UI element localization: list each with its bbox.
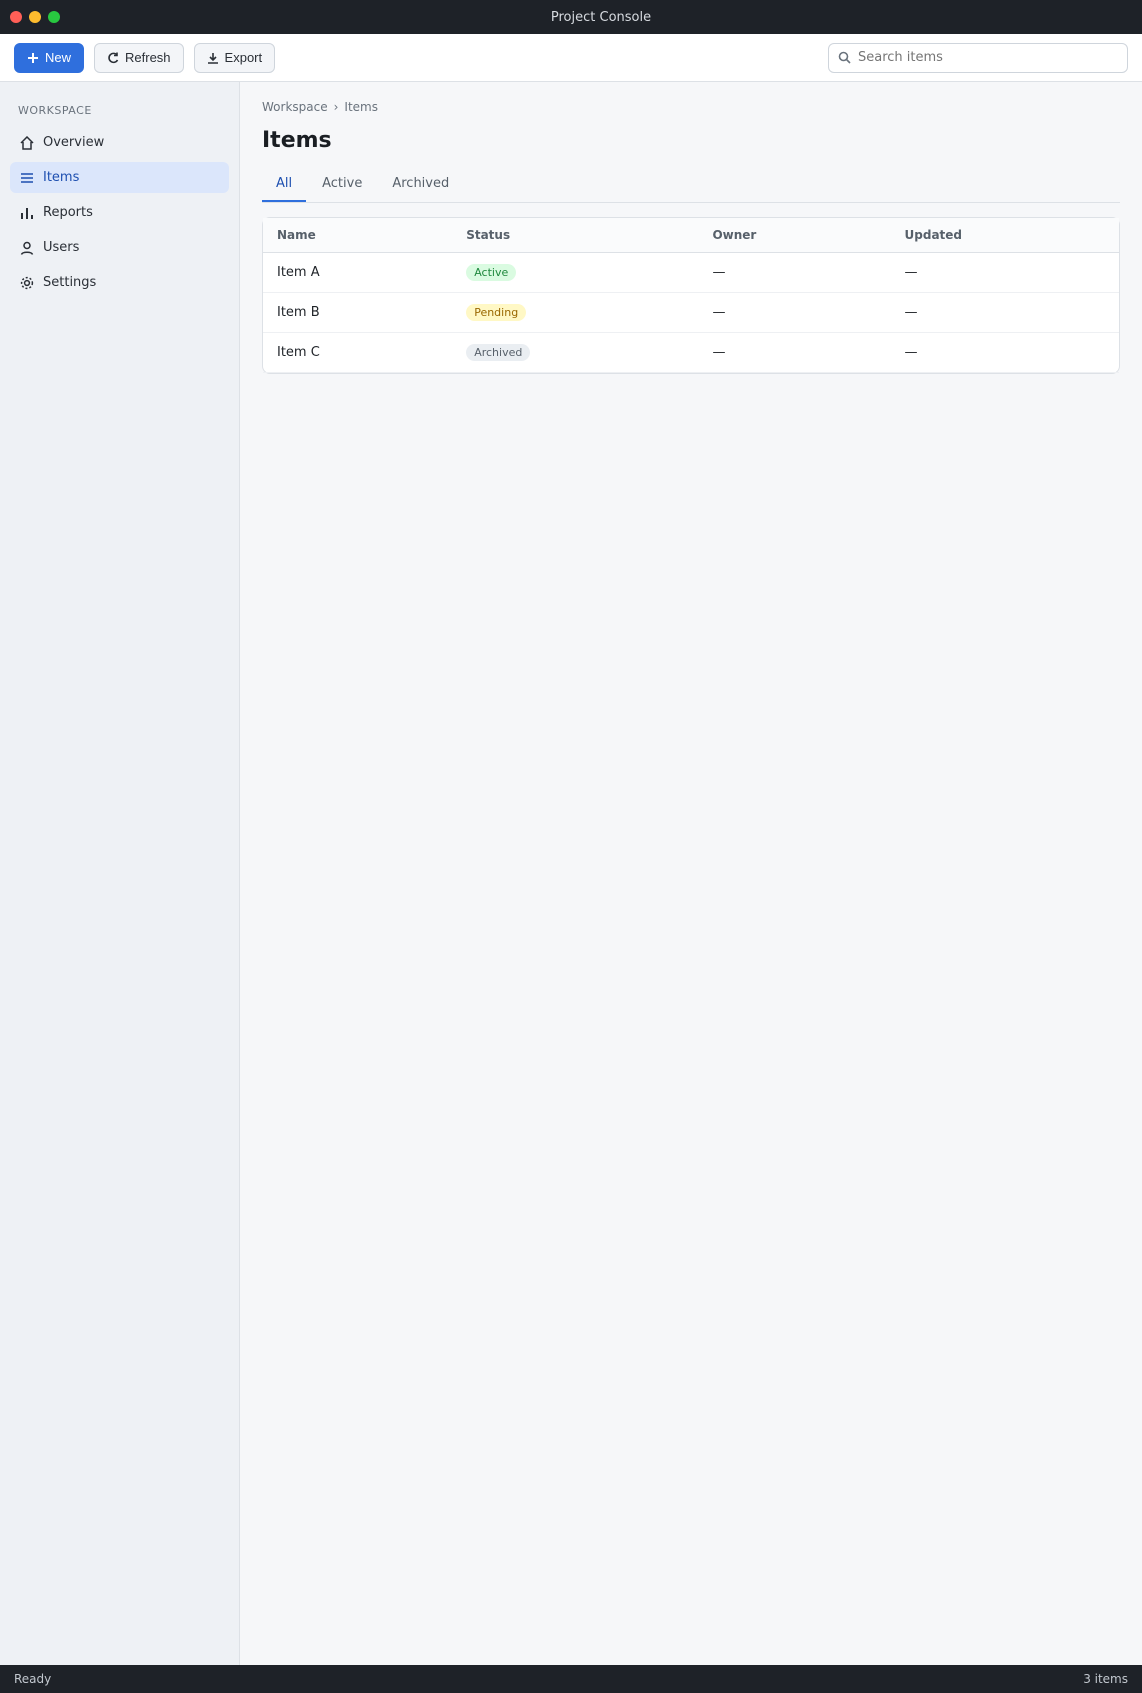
cell-owner: — (698, 253, 890, 293)
status-badge: Active (466, 264, 516, 281)
user-icon (20, 241, 34, 255)
breadcrumb-item: Items (344, 100, 378, 114)
column-header[interactable]: Status (452, 218, 698, 253)
title-bar (0, 0, 1142, 34)
new-button[interactable] (14, 43, 84, 73)
breadcrumb (262, 100, 1120, 114)
breadcrumb-item[interactable]: Workspace (262, 100, 328, 114)
sidebar-heading: WORKSPACE (18, 104, 92, 117)
refresh-button-label: Refresh (125, 50, 171, 65)
items-table-card (262, 217, 1120, 374)
cell-updated: — (891, 333, 1119, 373)
table-header-row (263, 218, 1119, 253)
sidebar-item-label: Items (43, 170, 80, 185)
sidebar-item-overview[interactable] (10, 127, 229, 158)
refresh-button[interactable] (94, 43, 184, 73)
new-button-label: New (45, 50, 72, 65)
tab-active[interactable]: Active (322, 176, 363, 191)
sidebar-item-label: Overview (43, 135, 105, 150)
sidebar (0, 82, 240, 1665)
window-controls (10, 11, 60, 23)
cell-name: Item B (263, 293, 452, 333)
items-table (263, 218, 1119, 373)
cell-updated: — (891, 293, 1119, 333)
export-button[interactable] (194, 43, 276, 73)
chart-icon (20, 206, 34, 220)
sidebar-item-settings[interactable] (10, 267, 229, 298)
table-row[interactable] (263, 333, 1119, 373)
status-bar (0, 1665, 1142, 1693)
sidebar-item-label: Users (43, 240, 80, 255)
search-icon (838, 51, 851, 64)
home-icon (20, 136, 34, 150)
column-header[interactable]: Updated (891, 218, 1119, 253)
cell-owner: — (698, 293, 890, 333)
cell-updated: — (891, 253, 1119, 293)
body (0, 82, 1142, 1665)
plus-icon (27, 52, 39, 64)
status-badge: Pending (466, 304, 526, 321)
toolbar (0, 34, 1142, 82)
window-title: Project Console (550, 9, 652, 25)
search-box[interactable] (828, 43, 1128, 73)
tab-all[interactable]: All (262, 167, 306, 202)
sidebar-item-items[interactable] (10, 162, 229, 193)
tab-bar (262, 167, 1120, 203)
close-window-button[interactable] (10, 11, 22, 23)
column-header[interactable]: Name (263, 218, 452, 253)
maximize-window-button[interactable] (48, 11, 60, 23)
sidebar-item-label: Settings (43, 275, 97, 290)
page-title: Items (262, 128, 332, 153)
status-text: Ready (14, 1672, 52, 1686)
tab-archived[interactable]: Archived (392, 176, 450, 191)
sidebar-item-reports[interactable] (10, 197, 229, 228)
refresh-icon (107, 52, 119, 64)
table-row[interactable] (263, 293, 1119, 333)
breadcrumb-separator: › (333, 100, 339, 114)
column-header[interactable]: Owner (698, 218, 890, 253)
item-count: 3 items (1083, 1672, 1128, 1686)
sidebar-item-label: Reports (43, 205, 93, 220)
sidebar-item-users[interactable] (10, 232, 229, 263)
status-badge: Archived (466, 344, 530, 361)
export-button-label: Export (224, 50, 263, 65)
main-content (240, 82, 1142, 1665)
table-row[interactable] (263, 253, 1119, 293)
gear-icon (20, 276, 34, 290)
cell-owner: — (698, 333, 890, 373)
list-icon (20, 171, 34, 185)
minimize-window-button[interactable] (29, 11, 41, 23)
cell-name: Item C (263, 333, 452, 373)
cell-name: Item A (263, 253, 452, 293)
search-input[interactable] (858, 50, 1118, 65)
download-icon (207, 52, 219, 64)
